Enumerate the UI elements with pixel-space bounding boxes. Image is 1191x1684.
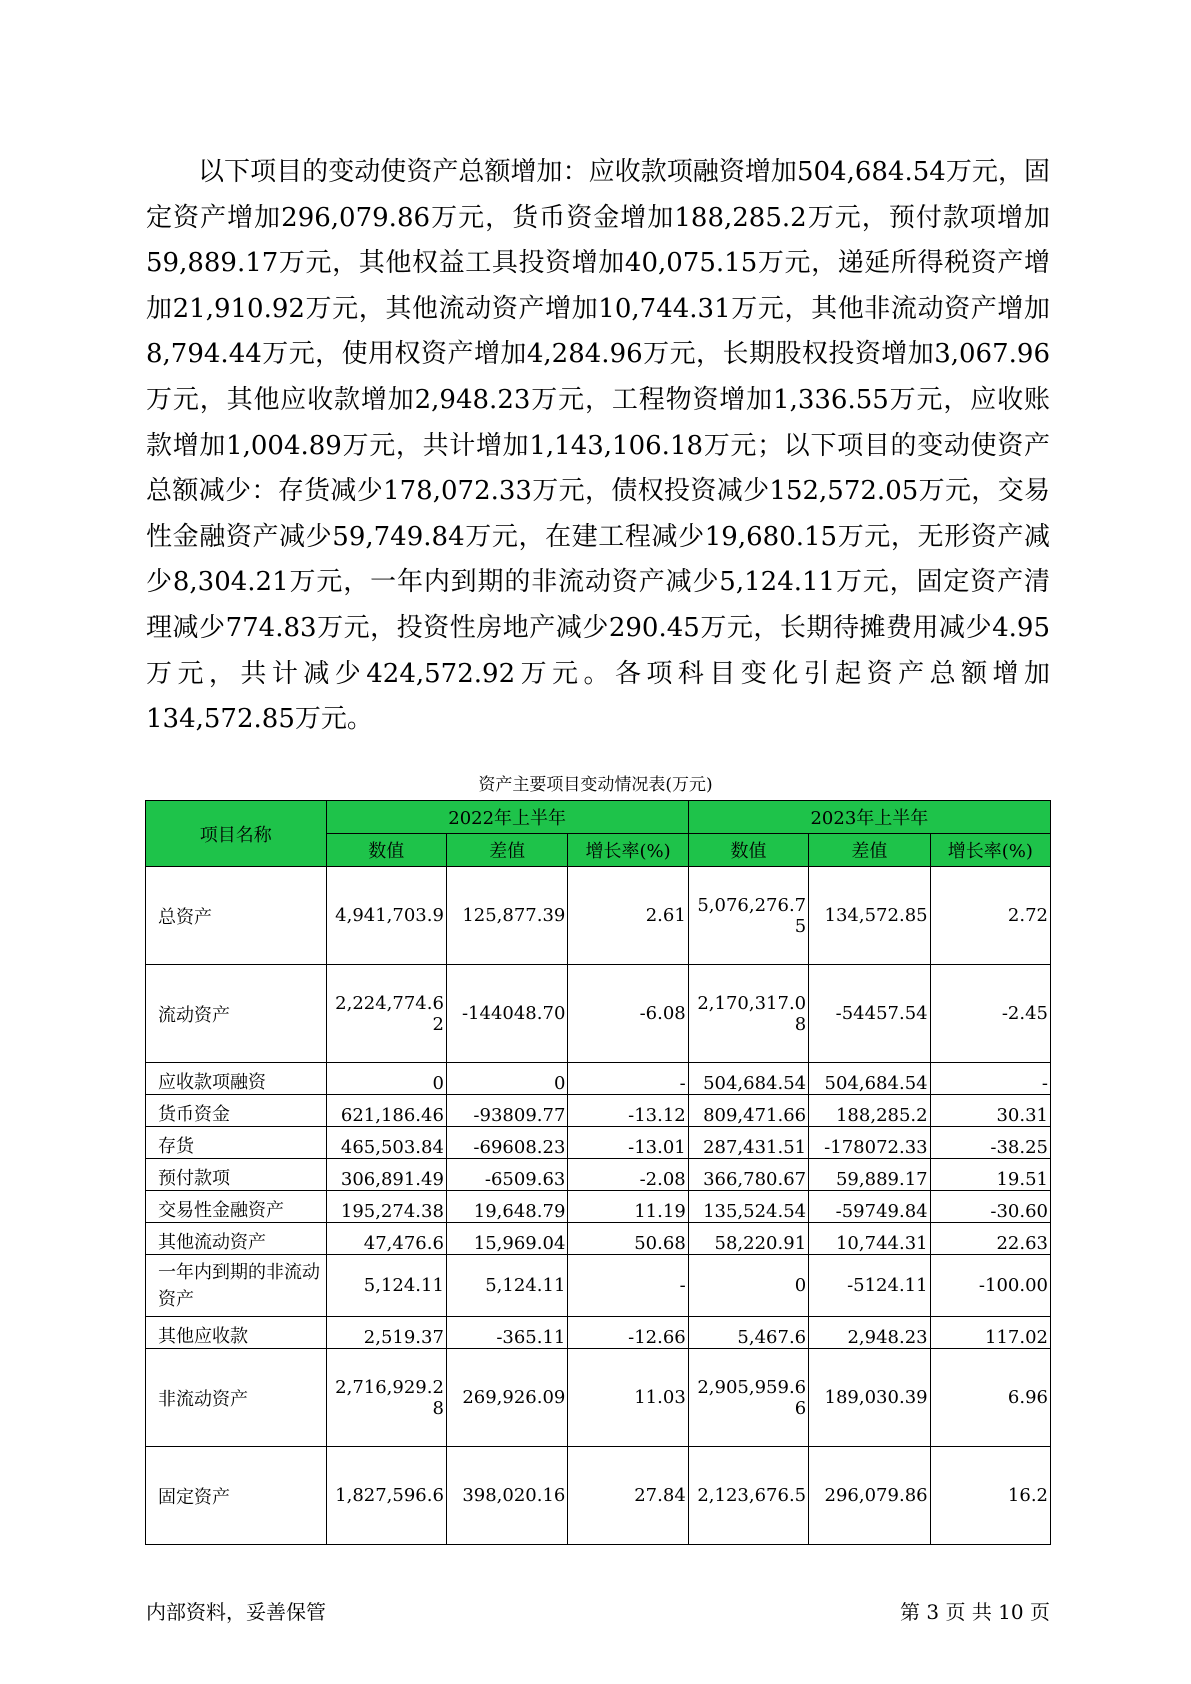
cell-value-2022: 1,827,596.6 <box>326 1447 446 1545</box>
cell-rate-2023: -2.45 <box>930 965 1050 1063</box>
cell-diff-2022: 15,969.04 <box>446 1223 567 1255</box>
table-row <box>146 1317 1051 1349</box>
row-name: 固定资产 <box>146 1447 327 1545</box>
table-row <box>146 1223 1051 1255</box>
row-name: 存货 <box>146 1127 327 1159</box>
table-row <box>146 1159 1051 1191</box>
cell-rate-2023: -100.00 <box>930 1255 1050 1317</box>
cell-diff-2022: -144048.70 <box>446 965 567 1063</box>
cell-value-2023: 2,170,317.08 <box>688 965 808 1063</box>
cell-value-2023: 0 <box>688 1255 808 1317</box>
cell-diff-2023: -5124.11 <box>809 1255 930 1317</box>
table-row <box>146 1447 1051 1545</box>
cell-diff-2023: -54457.54 <box>809 965 930 1063</box>
cell-value-2022: 621,186.46 <box>326 1095 446 1127</box>
cell-rate-2022: -13.01 <box>568 1127 688 1159</box>
row-name: 总资产 <box>146 867 327 965</box>
cell-rate-2022: 11.19 <box>568 1191 688 1223</box>
cell-rate-2023: -30.60 <box>930 1191 1050 1223</box>
header-value-2023: 数值 <box>688 834 808 867</box>
cell-diff-2023: 134,572.85 <box>809 867 930 965</box>
cell-diff-2022: 5,124.11 <box>446 1255 567 1317</box>
row-name: 货币资金 <box>146 1095 327 1127</box>
header-period-2023: 2023年上半年 <box>688 801 1050 834</box>
cell-diff-2022: 125,877.39 <box>446 867 567 965</box>
cell-diff-2022: 0 <box>446 1063 567 1095</box>
table-row <box>146 1127 1051 1159</box>
cell-rate-2023: 6.96 <box>930 1349 1050 1447</box>
cell-value-2022: 2,519.37 <box>326 1317 446 1349</box>
cell-value-2022: 2,224,774.62 <box>326 965 446 1063</box>
row-name: 其他应收款 <box>146 1317 327 1349</box>
cell-rate-2023: 2.72 <box>930 867 1050 965</box>
cell-rate-2022: 2.61 <box>568 867 688 965</box>
cell-value-2023: 2,123,676.5 <box>688 1447 808 1545</box>
footer-page-number: 第 3 页 共 10 页 <box>900 1600 1050 1624</box>
row-name: 其他流动资产 <box>146 1223 327 1255</box>
cell-value-2022: 47,476.6 <box>326 1223 446 1255</box>
cell-value-2022: 5,124.11 <box>326 1255 446 1317</box>
cell-value-2022: 0 <box>326 1063 446 1095</box>
cell-diff-2023: 189,030.39 <box>809 1349 930 1447</box>
cell-value-2023: 287,431.51 <box>688 1127 808 1159</box>
table-row <box>146 1095 1051 1127</box>
cell-value-2022: 306,891.49 <box>326 1159 446 1191</box>
header-diff-2023: 差值 <box>809 834 930 867</box>
cell-diff-2022: -93809.77 <box>446 1095 567 1127</box>
row-name: 应收款项融资 <box>146 1063 327 1095</box>
cell-value-2023: 5,076,276.75 <box>688 867 808 965</box>
cell-rate-2023: 19.51 <box>930 1159 1050 1191</box>
cell-value-2022: 465,503.84 <box>326 1127 446 1159</box>
cell-rate-2023: 22.63 <box>930 1223 1050 1255</box>
table-row <box>146 1063 1051 1095</box>
cell-rate-2022: 11.03 <box>568 1349 688 1447</box>
cell-rate-2022: -2.08 <box>568 1159 688 1191</box>
header-value-2022: 数值 <box>326 834 446 867</box>
cell-rate-2023: 117.02 <box>930 1317 1050 1349</box>
cell-rate-2023: -38.25 <box>930 1127 1050 1159</box>
cell-diff-2022: -6509.63 <box>446 1159 567 1191</box>
table-row <box>146 867 1051 965</box>
cell-rate-2022: - <box>568 1255 688 1317</box>
cell-diff-2023: 188,285.2 <box>809 1095 930 1127</box>
cell-rate-2022: - <box>568 1063 688 1095</box>
cell-diff-2023: 504,684.54 <box>809 1063 930 1095</box>
cell-rate-2023: - <box>930 1063 1050 1095</box>
cell-diff-2022: 269,926.09 <box>446 1349 567 1447</box>
cell-diff-2022: -69608.23 <box>446 1127 567 1159</box>
row-name: 流动资产 <box>146 965 327 1063</box>
table-row <box>146 1349 1051 1447</box>
cell-value-2023: 135,524.54 <box>688 1191 808 1223</box>
cell-value-2022: 195,274.38 <box>326 1191 446 1223</box>
row-name: 预付款项 <box>146 1159 327 1191</box>
cell-diff-2023: -178072.33 <box>809 1127 930 1159</box>
cell-diff-2022: -365.11 <box>446 1317 567 1349</box>
asset-change-table <box>145 800 1051 1545</box>
header-diff-2022: 差值 <box>446 834 567 867</box>
table-caption: 资产主要项目变动情况表(万元) <box>478 775 713 795</box>
cell-rate-2022: -6.08 <box>568 965 688 1063</box>
body-paragraph: 以下项目的变动使资产总额增加：应收款项融资增加504,684.54万元，固定资产增加296,079.86万元，货币资金增加188,285.2万元，预付款项增加59,889.17万元，其他权益工具投资增加40,075.15万元，递延所得税资产增加21,910.92万元，其他流动资产增加10,744.31万元，其他非流动资产增加8,794.44万元，使用权资产增加4,284.96万元，长期股权投资增加3,067.96万元，其他应收款增加2,948.23万元，工程物资增加1,336.55万元，应收账款增加1,004.89万元，共计增加1,143,106.18万元；以下项目的变动使资产总额减少：存货减少178,072.33万元，债权投资减少152,572.05万元，交易性金融资产减少59,749.84万元，在建工程减少19,680.15万元，无形资产减少8,304.21万元，一年内到期的非流动资产减少5,124.11万元，固定资产清理减少774.83万元，投资性房地产减少290.45万元，长期待摊费用减少4.95万元，共计减少424,572.92万元。各项科目变化引起资产总额增加134,572.85万元。 <box>146 157 1050 735</box>
cell-diff-2022: 398,020.16 <box>446 1447 567 1545</box>
cell-value-2023: 366,780.67 <box>688 1159 808 1191</box>
table-row <box>146 1255 1051 1317</box>
cell-value-2022: 4,941,703.9 <box>326 867 446 965</box>
cell-diff-2023: 296,079.86 <box>809 1447 930 1545</box>
cell-value-2022: 2,716,929.28 <box>326 1349 446 1447</box>
cell-rate-2023: 30.31 <box>930 1095 1050 1127</box>
row-name: 一年内到期的非流动资产 <box>146 1255 327 1317</box>
cell-value-2023: 809,471.66 <box>688 1095 808 1127</box>
header-rate-2022: 增长率(%) <box>568 834 688 867</box>
table-row <box>146 1191 1051 1223</box>
cell-rate-2023: 16.2 <box>930 1447 1050 1545</box>
cell-diff-2022: 19,648.79 <box>446 1191 567 1223</box>
cell-rate-2022: 27.84 <box>568 1447 688 1545</box>
cell-value-2023: 58,220.91 <box>688 1223 808 1255</box>
cell-diff-2023: 10,744.31 <box>809 1223 930 1255</box>
cell-diff-2023: -59749.84 <box>809 1191 930 1223</box>
cell-value-2023: 2,905,959.66 <box>688 1349 808 1447</box>
cell-diff-2023: 59,889.17 <box>809 1159 930 1191</box>
cell-diff-2023: 2,948.23 <box>809 1317 930 1349</box>
cell-rate-2022: -12.66 <box>568 1317 688 1349</box>
footer-confidential-note: 内部资料，妥善保管 <box>146 1600 326 1624</box>
row-name: 交易性金融资产 <box>146 1191 327 1223</box>
cell-rate-2022: -13.12 <box>568 1095 688 1127</box>
header-item-name: 项目名称 <box>146 801 327 867</box>
cell-value-2023: 504,684.54 <box>688 1063 808 1095</box>
header-rate-2023: 增长率(%) <box>930 834 1050 867</box>
cell-value-2023: 5,467.6 <box>688 1317 808 1349</box>
cell-rate-2022: 50.68 <box>568 1223 688 1255</box>
table-row <box>146 965 1051 1063</box>
row-name: 非流动资产 <box>146 1349 327 1447</box>
header-period-2022: 2022年上半年 <box>326 801 688 834</box>
